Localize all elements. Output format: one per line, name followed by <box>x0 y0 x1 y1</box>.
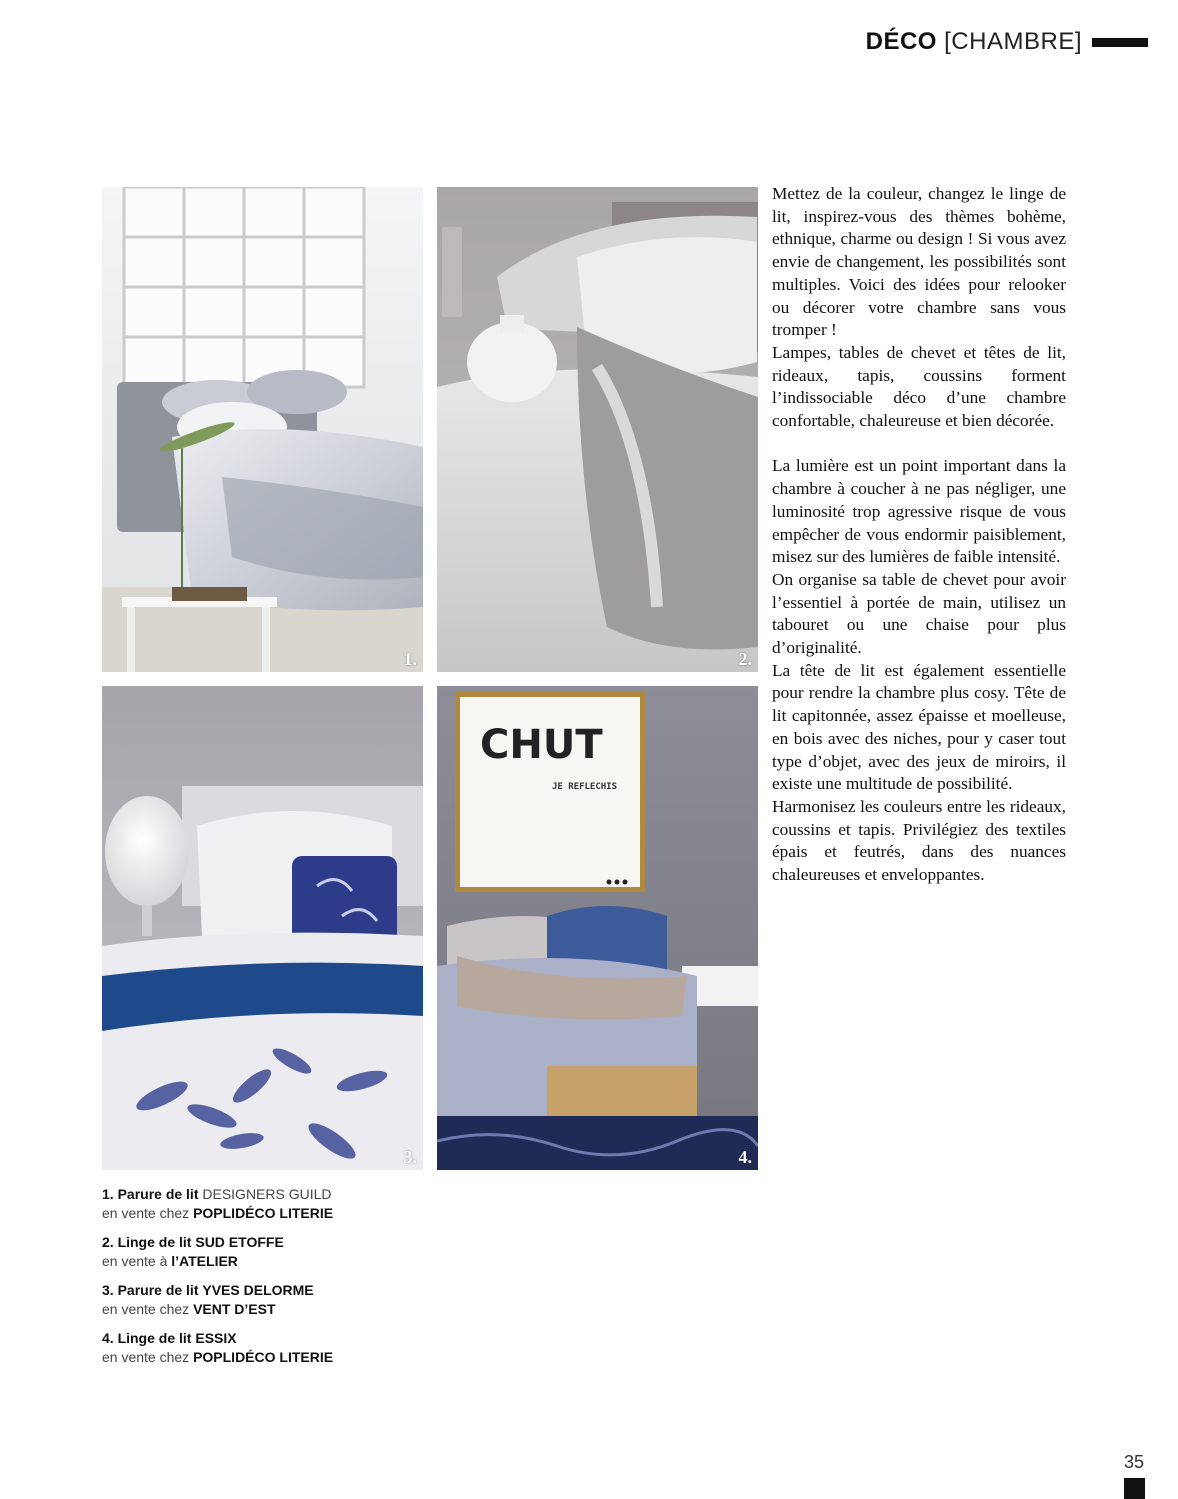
photo-number: 3. <box>403 1147 417 1167</box>
article-paragraph: Mettez de la couleur, changez le linge de lit, inspirez-vous des thèmes bohème, ethnique, charme ou design ! Si vous avez envie de changement, les possibilités sont multiples. Voici des idées pour relooker ou décorer votre chambre sans vous tromper ! <box>772 184 1066 340</box>
caption-store: POPLIDÉCO LITERIE <box>193 1205 334 1221</box>
article-paragraph: La tête de lit est également essentielle pour rendre la chambre plus cosy. Tête de lit capitonnée, assez épaisse et moelleuse, en bois avec des niches, pour y caser tout type d’objet, avec des jeux de miroirs, il existe une multitude de possibilité. <box>772 660 1066 794</box>
article-body <box>772 183 1066 887</box>
photo-captions <box>102 1185 432 1377</box>
caption-brand: SUD ETOFFE <box>195 1234 284 1250</box>
page-number: 35 <box>1124 1452 1145 1472</box>
poster-title: CHUT <box>480 722 603 768</box>
caption-brand: YVES DELORME <box>202 1282 314 1298</box>
header-bar <box>1092 38 1148 47</box>
photo-number: 4. <box>738 1147 752 1167</box>
section-title <box>866 28 1082 56</box>
caption-item <box>102 1329 432 1367</box>
caption-label: 1. Parure de lit <box>102 1186 199 1202</box>
article-paragraph: On organise sa table de chevet pour avoir l’essentiel à portée de main, utilisez un tabouret ou une chaise pour plus d’originalité. <box>772 569 1066 658</box>
caption-label: 4. Linge de lit <box>102 1330 192 1346</box>
article-paragraph: La lumière est un point important dans la chambre à coucher à ne pas négliger, une luminosité trop agressive risque de vous empêcher de vous endormir paisiblement, misez sur des lumières de faible intensité. <box>772 456 1066 567</box>
section-header <box>866 28 1148 56</box>
section-label: DÉCO <box>865 28 937 55</box>
caption-item <box>102 1233 432 1271</box>
caption-brand: ESSIX <box>195 1330 237 1346</box>
caption-store: l’ATELIER <box>171 1253 238 1269</box>
photo-number: 1. <box>403 649 417 669</box>
caption-store: VENT D’EST <box>193 1301 276 1317</box>
caption-label: 2. Linge de lit <box>102 1234 192 1250</box>
caption-item <box>102 1281 432 1319</box>
subsection-label: [CHAMBRE] <box>944 28 1082 55</box>
article-paragraph: Lampes, tables de chevet et têtes de lit, rideaux, tapis, coussins forment l’indissociable déco d’une chambre confortable, chaleureuse et bien décorée. <box>772 342 1066 431</box>
poster-subtitle: JE REFLECHIS <box>552 782 618 792</box>
photo-bedroom-1 <box>102 187 423 672</box>
caption-label: 3. Parure de lit <box>102 1282 199 1298</box>
photo-bedroom-4 <box>437 686 758 1170</box>
photo-number: 2. <box>738 649 752 669</box>
caption-sold: en vente chez <box>102 1301 190 1317</box>
caption-sold: en vente à <box>102 1253 168 1269</box>
page-marker <box>1124 1478 1145 1499</box>
caption-store: POPLIDÉCO LITERIE <box>193 1349 334 1365</box>
photo-bedroom-2 <box>437 187 758 672</box>
caption-item <box>102 1185 432 1223</box>
caption-sold: en vente chez <box>102 1349 190 1365</box>
article-paragraph: Harmonisez les couleurs entre les rideaux, coussins et tapis. Privilégiez des textiles épais et feutrés, dans des nuances chaleureuses et enveloppantes. <box>772 796 1066 885</box>
caption-sold: en vente chez <box>102 1205 190 1221</box>
caption-brand: DESIGNERS GUILD <box>202 1186 332 1202</box>
photo-bedroom-3 <box>102 686 423 1170</box>
